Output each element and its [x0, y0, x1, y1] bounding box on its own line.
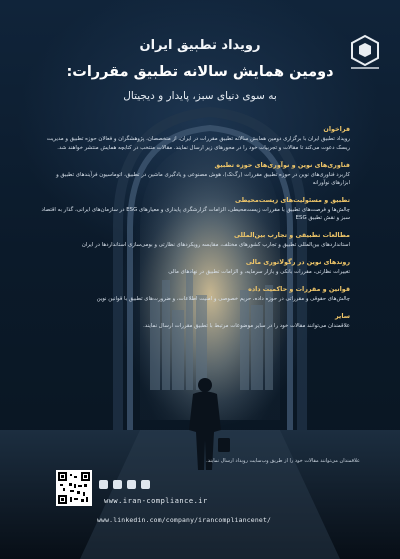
submission-note: علاقمندان می‌توانند مقالات خود را از طریق وب‌سایت رویداد ارسال نمایند. [206, 458, 360, 464]
section-technology [40, 161, 350, 187]
linkedin-link[interactable]: www.linkedin.com/company/irancompliancenet/ [97, 516, 272, 524]
section-text: رویداد تطبیق ایران با برگزاری دومین همایش سالانه تطبیق مقررات در ایران، از متخصصان، پژوهشگران و فعالان حوزه تطبیق و مدیریت ریسک دعوت می‌کند تا مقالات و تجربیات خود را در محورهای زیر ارسال نمایند. مقالات منتخب در کتابچه همایش منتشر خواهند شد. [46, 136, 350, 151]
linkedin-icon[interactable] [99, 480, 108, 489]
section-comparative [40, 231, 350, 249]
section-data-governance [40, 285, 350, 303]
section-environment [40, 196, 350, 222]
conference-subtitle: به سوی دنیای سبز، پایدار و دیجیتال [123, 90, 277, 102]
section-text: چالش‌ها و فرصت‌های تطبیق با مقررات زیست‌محیطی، الزامات گزارشگری پایداری و معیارهای ESG در سازمان‌های ایرانی، گذار به اقتصاد سبز و نقش تطبیق ESG [41, 207, 350, 221]
section-text: چالش‌های حقوقی و مقرراتی در حوزه داده، حریم خصوصی و امنیت اطلاعات، و ضرورت‌های تطبیق با قوانین نوین [96, 296, 350, 302]
qr-code[interactable] [56, 470, 92, 506]
web-icon[interactable] [141, 480, 150, 489]
section-heading: سایر [334, 312, 350, 320]
call-for-papers [40, 125, 350, 339]
section-financial [40, 258, 350, 276]
instagram-icon[interactable] [113, 480, 122, 489]
section-heading: روندهای نوین در رگولاتوری مالی [245, 258, 350, 266]
section-text: استانداردهای بین‌المللی تطبیق و تجارب کشورهای مختلف، مقایسه رویکردهای نظارتی و بومی‌سازی استانداردها در ایران [81, 242, 350, 248]
website-link[interactable]: www.iran-compliance.ir [104, 497, 208, 505]
section-heading: مطالعات تطبیقی و تجارب بین‌المللی [233, 231, 350, 239]
section-text: علاقمندان می‌توانند مقالات خود را در سایر موضوعات مرتبط با تطبیق مقررات ارسال نمایند. [143, 323, 350, 329]
section-text: تغییرات نظارتی، مقررات بانکی و بازار سرمایه، و الزامات تطبیق در نهادهای مالی [168, 269, 350, 275]
section-other [40, 312, 350, 330]
section-call [40, 125, 350, 152]
social-icons [99, 480, 150, 489]
conference-title: دومین همایش سالانه تطبیق مقررات: [66, 64, 334, 80]
section-heading: تطبیق و مسئولیت‌های زیست‌محیطی [235, 196, 350, 204]
qr-code-icon [58, 472, 90, 504]
telegram-icon[interactable] [127, 480, 136, 489]
section-heading: قوانین و مقررات و حاکمیت داده [248, 285, 350, 293]
section-text: کاربرد فناوری‌های نوین در حوزه تطبیق مقررات (رگ‌تک)، هوش مصنوعی و یادگیری ماشین در تطبیق، اتوماسیون فرآیندهای تطبیق و ابزارهای نوآورانه [56, 172, 350, 186]
section-heading: فناوری‌های نوین و نوآوری‌های حوزه تطبیق [214, 161, 350, 169]
section-heading: فراخوان [323, 125, 350, 133]
event-title: رویداد تطبیق ایران [139, 38, 261, 53]
